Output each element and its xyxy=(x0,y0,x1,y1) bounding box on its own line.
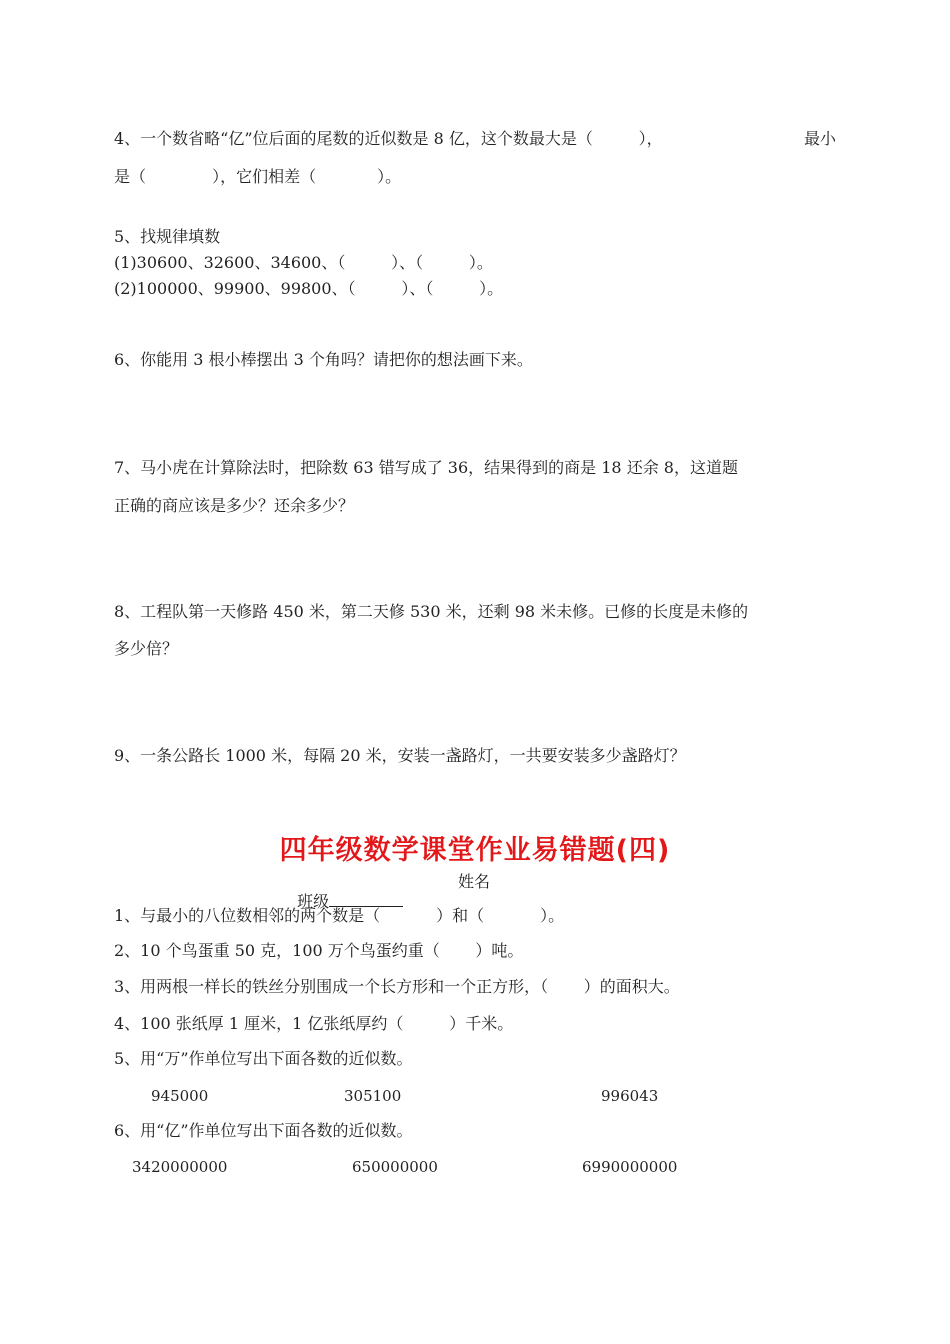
question-5-title: 5、找规律填数 xyxy=(114,227,221,246)
lower-question-5: 5、用“万”作单位写出下面各数的近似数。 xyxy=(114,1049,413,1068)
lower-question-6: 6、用“亿”作单位写出下面各数的近似数。 xyxy=(114,1121,413,1140)
q5-number-1: 945000 xyxy=(151,1087,209,1105)
lower-question-4: 4、100 张纸厚 1 厘米，1 亿张纸厚约（ ）千米。 xyxy=(114,1014,514,1033)
lower-question-2: 2、10 个鸟蛋重 50 克，100 万个鸟蛋约重（ ）吨。 xyxy=(114,941,524,960)
question-7-line-2: 正确的商应该是多少？还余多少？ xyxy=(114,496,355,515)
question-4-text-end: 最小 xyxy=(803,129,836,148)
q6-number-2: 650000000 xyxy=(352,1158,438,1176)
q5-number-2: 305100 xyxy=(344,1087,402,1105)
question-5-line-1: (1)30600、32600、34600、（ ）、（ ）。 xyxy=(114,253,493,272)
q5-number-3: 996043 xyxy=(601,1087,659,1105)
question-7-line-1: 7、马小虎在计算除法时，把除数 63 错写成了 36，结果得到的商是 18 还余 8，这道题 xyxy=(114,458,738,477)
question-4-line-2: 是（ ），它们相差（ ）。 xyxy=(114,167,402,186)
class-underline xyxy=(329,892,403,907)
question-6: 6、你能用 3 根小棒摆出 3 个角吗？请把你的想法画下来。 xyxy=(114,350,533,369)
name-label: 姓名 xyxy=(458,872,491,891)
question-8-line-2: 多少倍？ xyxy=(114,639,179,658)
class-label: 班级 xyxy=(297,892,330,911)
lower-question-1: 1、与最小的八位数相邻的两个数是（ ）和（ ）。 xyxy=(114,906,565,925)
q6-number-3: 6990000000 xyxy=(582,1158,678,1176)
q6-number-1: 3420000000 xyxy=(132,1158,228,1176)
question-9: 9、一条公路长 1000 米，每隔 20 米，安装一盏路灯，一共要安装多少盏路灯？ xyxy=(114,746,686,765)
section-title: 四年级数学课堂作业易错题(四) xyxy=(279,835,671,866)
question-4-text: 4、一个数省略“亿”位后面的尾数的近似数是 8 亿，这个数最大是（ ）， xyxy=(114,129,663,148)
lower-question-3: 3、用两根一样长的铁丝分别围成一个长方形和一个正方形，（ ）的面积大。 xyxy=(114,977,680,996)
question-5-line-2: (2)100000、99900、99800、（ ）、（ ）。 xyxy=(114,279,504,298)
question-8-line-1: 8、工程队第一天修路 450 米，第二天修 530 米，还剩 98 米未修。已修的长度是未修的 xyxy=(114,602,749,621)
question-4-line-1 xyxy=(114,129,836,149)
